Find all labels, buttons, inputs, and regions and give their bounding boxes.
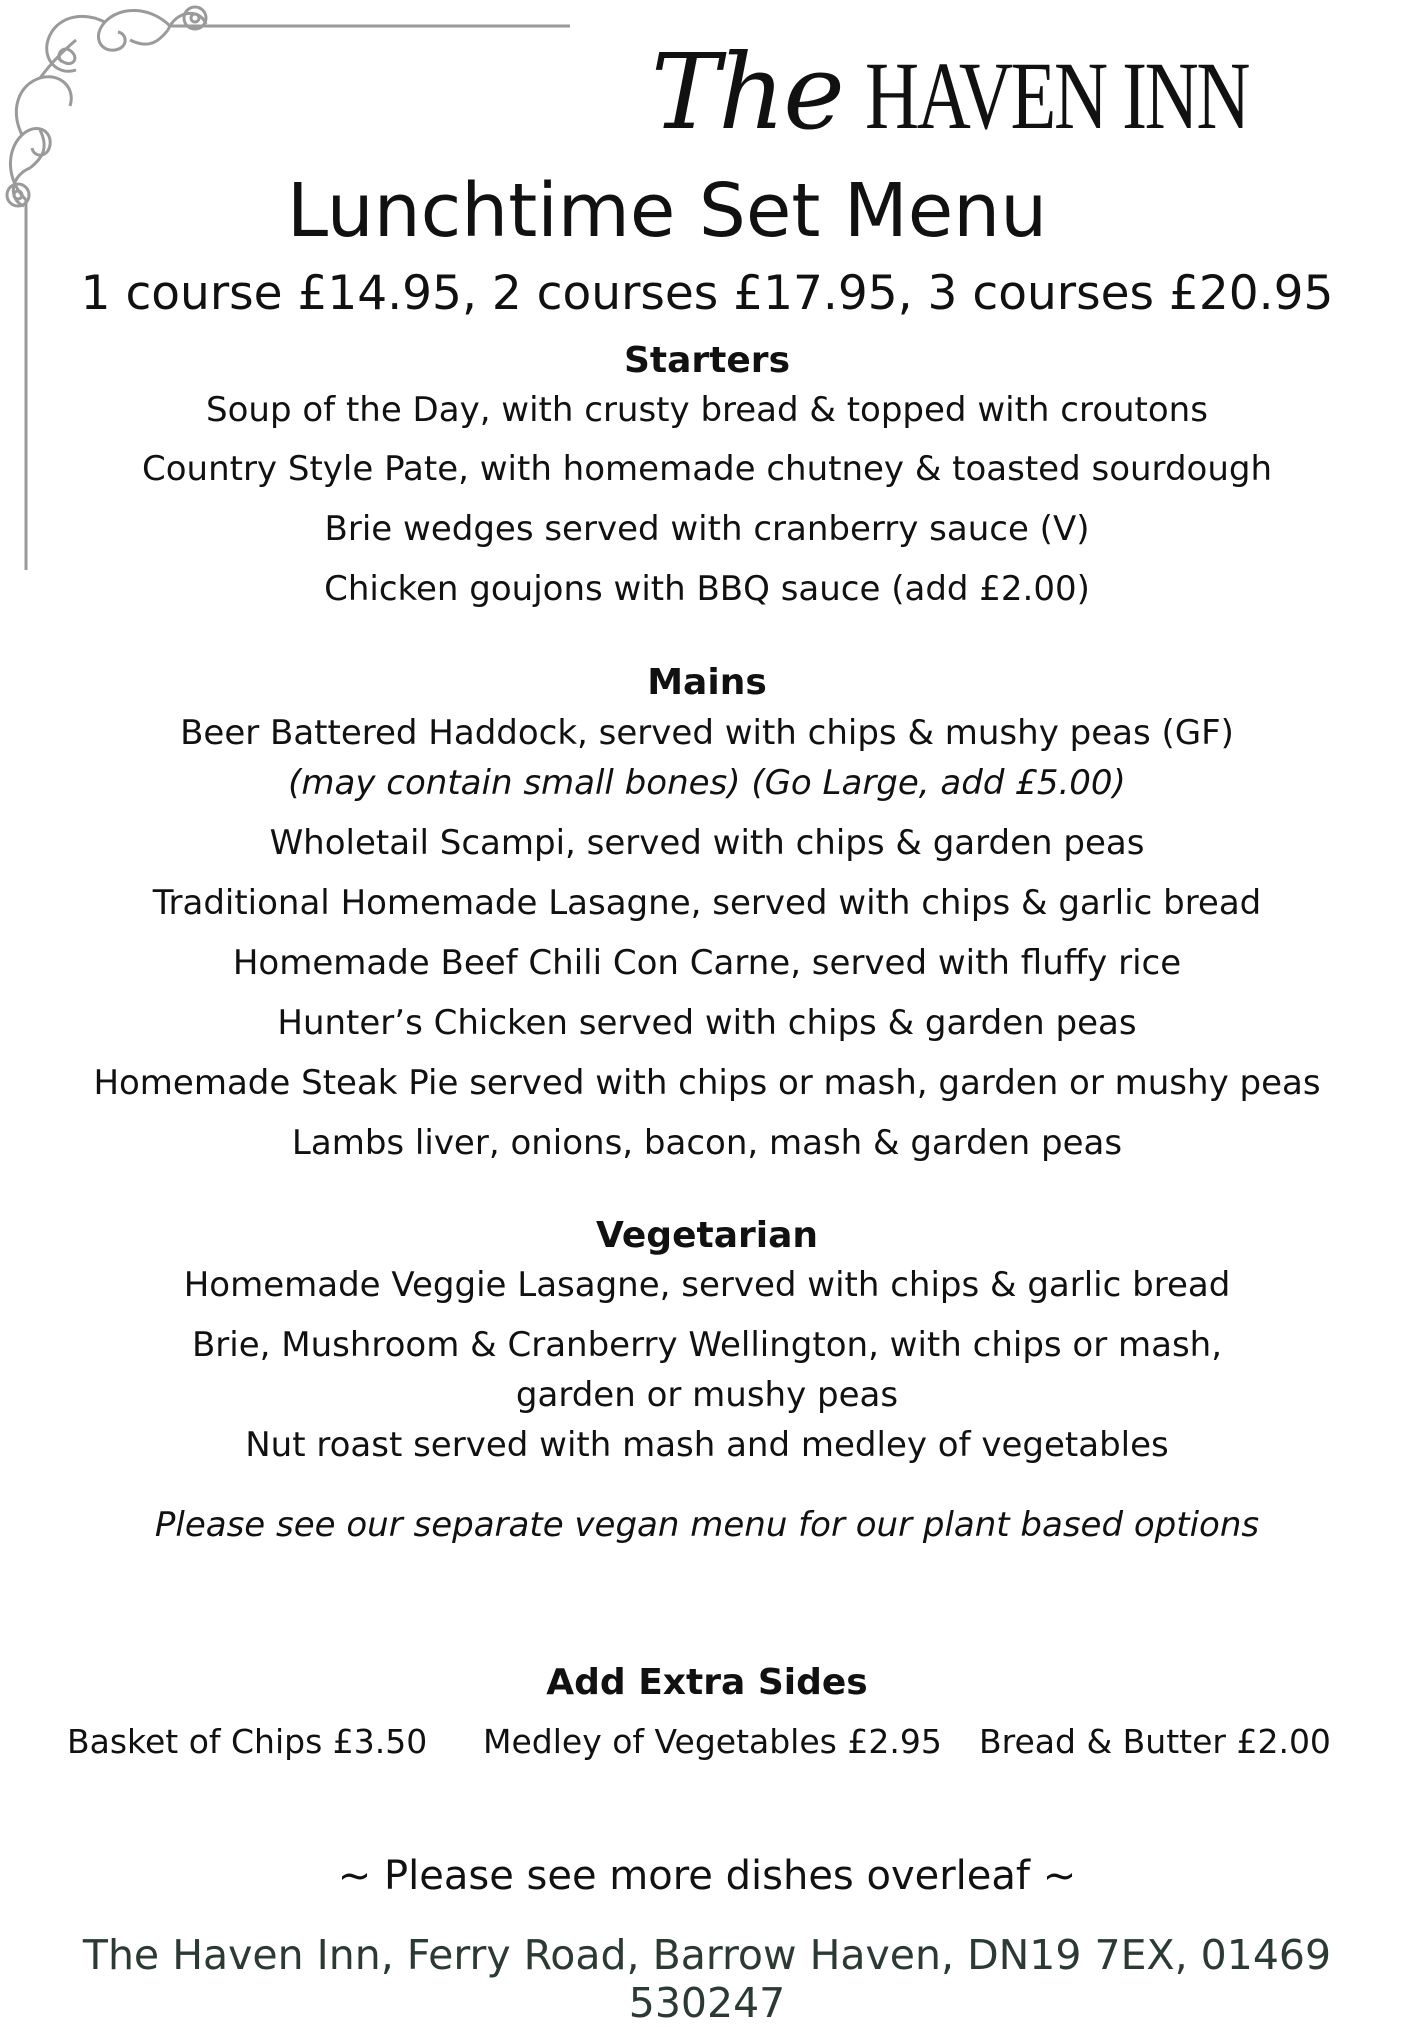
main-item: Homemade Steak Pie served with chips or mash, garden or mushy peas <box>93 1063 1321 1103</box>
starter-item: Chicken goujons with BBQ sauce (add £2.00) <box>324 569 1090 609</box>
overleaf-note: ~ Please see more dishes overleaf ~ <box>337 1853 1077 1899</box>
main-item-note: (may contain small bones) (Go Large, add £5.00) <box>288 763 1126 803</box>
sides-heading: Add Extra Sides <box>546 1662 868 1703</box>
main-item: Homemade Beef Chili Con Carne, served with fluffy rice <box>232 943 1182 983</box>
side-item: Bread & Butter £2.00 <box>979 1722 1331 1761</box>
side-item: Basket of Chips £3.50 <box>67 1722 428 1761</box>
vegetarian-item: Brie, Mushroom & Cranberry Wellington, with chips or mash, <box>191 1325 1223 1365</box>
side-item: Medley of Vegetables £2.95 <box>483 1722 942 1761</box>
starter-item: Country Style Pate, with homemade chutney & toasted sourdough <box>141 449 1273 489</box>
main-item: Beer Battered Haddock, served with chips & mushy peas (GF) <box>180 713 1234 753</box>
main-item: Hunter’s Chicken served with chips & garden peas <box>277 1003 1137 1043</box>
starter-item: Brie wedges served with cranberry sauce (V) <box>324 509 1090 549</box>
mains-heading: Mains <box>647 662 767 703</box>
logo-script-text: The <box>650 31 843 153</box>
page-title-text: Lunchtime Set Menu <box>286 168 1048 254</box>
vegetarian-item: Nut roast served with mash and medley of vegetables <box>245 1425 1169 1465</box>
vegetarian-heading: Vegetarian <box>595 1215 818 1256</box>
vegan-menu-note: Please see our separate vegan menu for our plant based options <box>154 1505 1260 1545</box>
course-prices: 1 course £14.95, 2 courses £17.95, 3 courses £20.95 <box>80 266 1334 321</box>
vegetarian-item-continued: garden or mushy peas <box>515 1375 899 1415</box>
starters-heading: Starters <box>624 340 790 381</box>
haven-inn-logo <box>650 31 1356 153</box>
main-item: Lambs liver, onions, bacon, mash & garden peas <box>291 1123 1123 1163</box>
address-line: The Haven Inn, Ferry Road, Barrow Haven, DN19 7EX, 01469 530247 <box>82 1931 1332 2027</box>
vegetarian-item: Homemade Veggie Lasagne, served with chips & garlic bread <box>183 1265 1231 1305</box>
logo-name-text: HAVEN INN <box>864 42 1248 149</box>
page-title <box>0 168 1414 254</box>
starter-item: Soup of the Day, with crusty bread & topped with croutons <box>206 390 1208 430</box>
main-item: Wholetail Scampi, served with chips & garden peas <box>269 823 1145 863</box>
main-item: Traditional Homemade Lasagne, served with chips & garlic bread <box>152 883 1262 923</box>
